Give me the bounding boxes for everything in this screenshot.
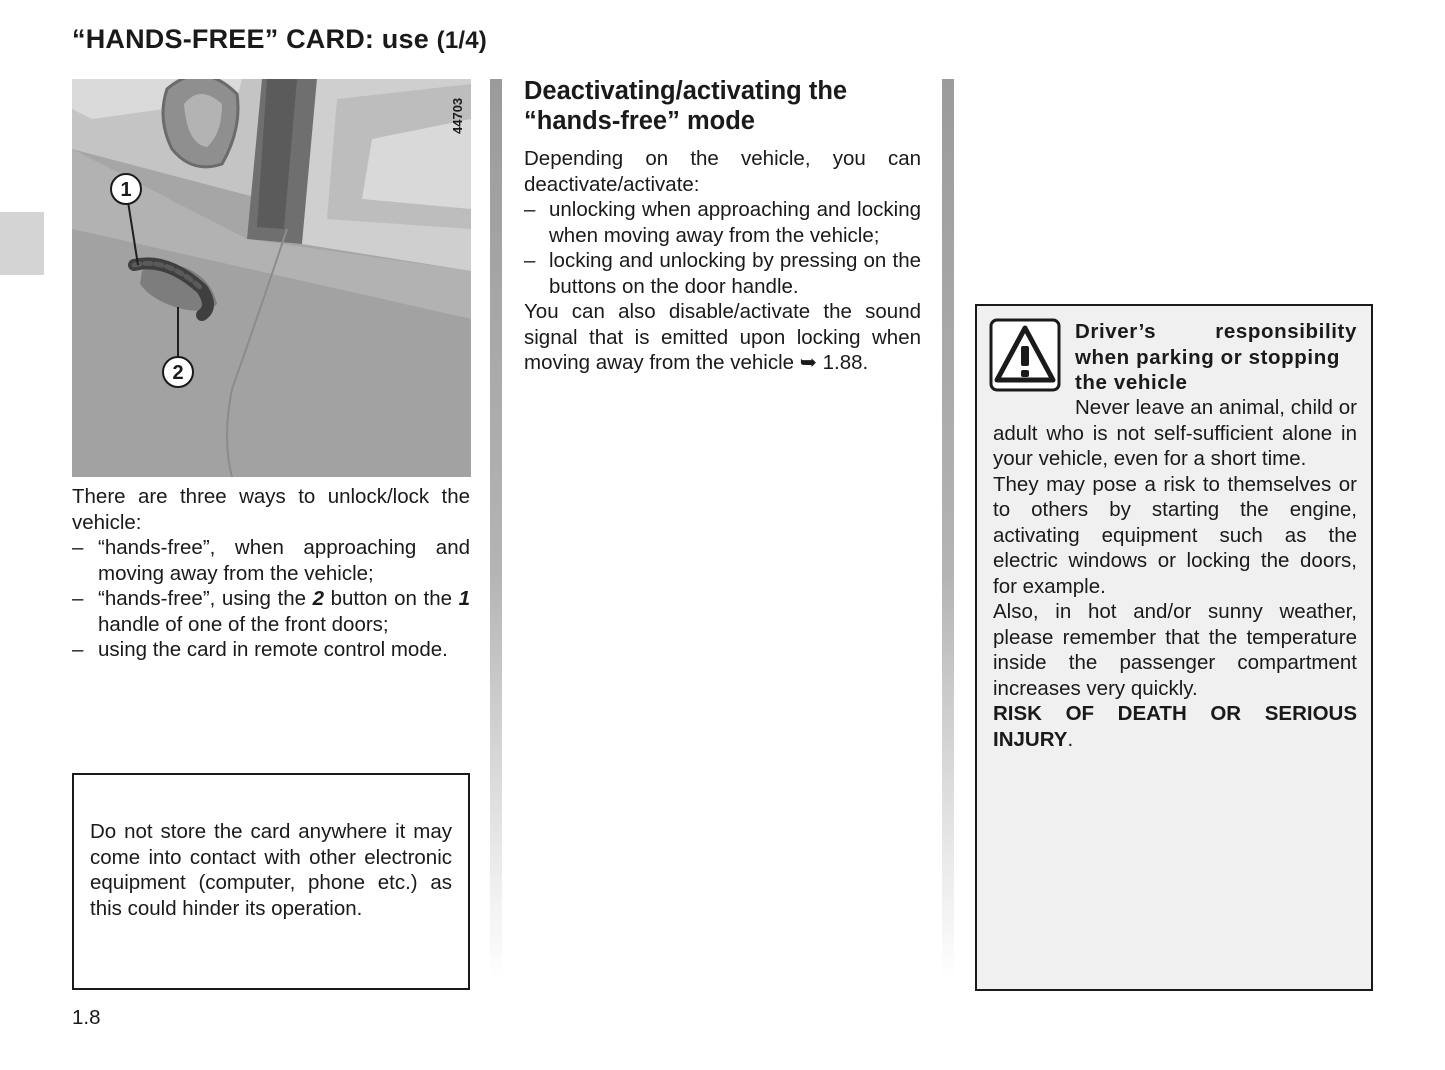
column-divider — [490, 79, 502, 979]
warning-body — [993, 395, 1357, 752]
page-ref-arrow-icon: ➥ — [799, 351, 817, 374]
sound-signal-text: You can also disable/activate the sound signal that is emitted upon locking when moving away from the vehicle ➥ 1.88. — [524, 300, 921, 374]
warning-risk: RISK OF DEATH OR SERIOUS INJURY. — [993, 702, 1357, 751]
warning-paragraph: Never leave an animal, child or adult who is not self-sufficient alone in your vehicle, even for a short time. — [993, 396, 1357, 470]
page-title — [72, 24, 487, 55]
column-divider — [942, 79, 954, 979]
door-handle-drawing — [72, 79, 471, 477]
warning-paragraph: Also, in hot and/or sunny weather, please remember that the temperature inside the passenger compartment increases very quickly. — [993, 600, 1357, 700]
callout-1: 1 — [120, 179, 132, 201]
warning-title: Driver’s responsibility when parking or stopping the vehicle — [1075, 320, 1357, 394]
chapter-tab — [0, 212, 44, 275]
unlock-methods-intro: There are three ways to unlock/lock the vehicle: — [72, 485, 470, 534]
unlock-methods-text — [72, 484, 470, 663]
list-item: – “hands-free”, using the 2 button on the 1 handle of one of the front doors; — [72, 587, 471, 636]
figure-code: 44703 — [450, 97, 465, 134]
deactivate-intro: Depending on the vehicle, you can deactivate/activate: — [524, 147, 921, 196]
page-title-part: (1/4) — [436, 27, 487, 54]
page-reference: 1.88. — [822, 351, 869, 374]
page-title-main: “HANDS-FREE” CARD: use — [72, 24, 429, 54]
callout-2: 2 — [172, 362, 184, 384]
storage-note-text: Do not store the card anywhere it may come into contact with other electronic equipment (computer, phone etc.) as this could hinder its operation. — [90, 820, 452, 920]
deactivate-text — [524, 146, 921, 376]
list-item: – using the card in remote control mode. — [72, 638, 448, 661]
list-item: – “hands-free”, when approaching and moving away from the vehicle; — [72, 536, 470, 585]
warning-triangle-icon — [989, 318, 1061, 392]
callout-ref-1: 1 — [458, 587, 471, 610]
section-heading: Deactivating/activating the “hands-free” mode — [524, 77, 848, 135]
callout-ref-2: 2 — [312, 587, 324, 610]
storage-note-box — [72, 773, 470, 990]
warning-box — [975, 304, 1373, 991]
warning-paragraph: They may pose a risk to themselves or to others by starting the engine, activating equipment such as the electric windows or locking the doors, for example. — [993, 472, 1357, 598]
list-item: – locking and unlocking by pressing on the buttons on the door handle. — [524, 249, 921, 298]
list-item: – unlocking when approaching and locking when moving away from the vehicle; — [524, 198, 921, 247]
door-handle-illustration — [72, 79, 471, 477]
page-number: 1.8 — [72, 1006, 101, 1029]
